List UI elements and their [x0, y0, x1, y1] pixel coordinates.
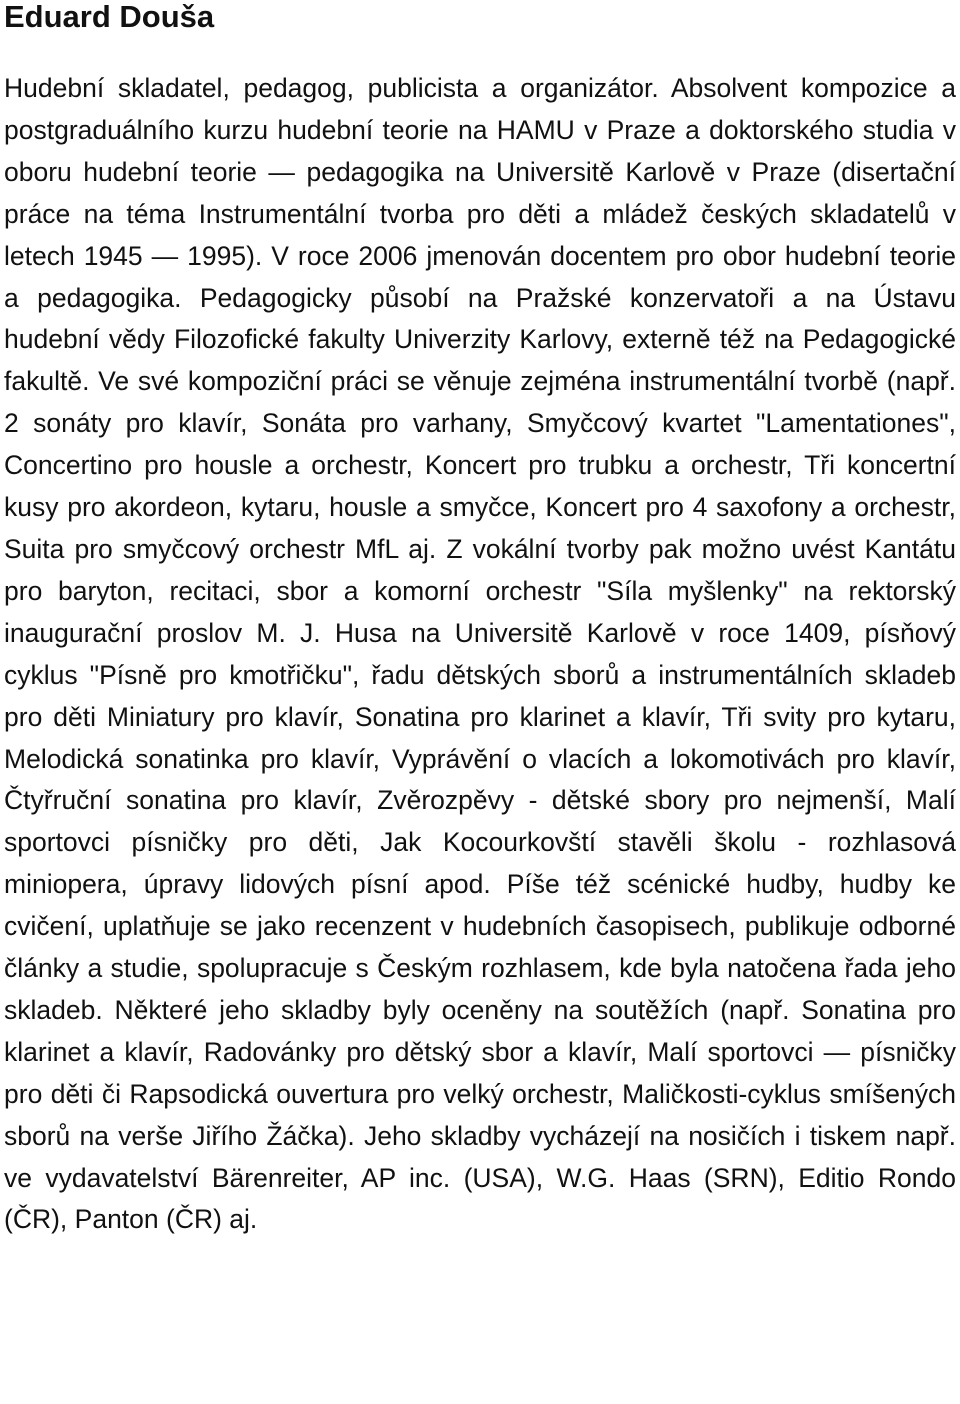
biography-paragraph: Hudební skladatel, pedagog, publicista a organizátor. Absolvent kompozice a postgraduálního kurzu hudební teorie na HAMU v Praze a doktorského studia v oboru hudební teorie — pedagogika na Universitě Karlově v Praze (disertační práce na téma Instrumentální tvorba pro děti a mládež českých skladatelů v letech 1945 — 1995). V roce 2006 jmenován docentem pro obor hudební teorie a pedagogika. Pedagogicky působí na Pražské konzervatoři a na Ústavu hudební vědy Filozofické fakulty Univerzity Karlovy, externě též na Pedagogické fakultě. Ve své kompoziční práci se věnuje zejména instrumentální tvorbě (např. 2 sonáty pro klavír, Sonáta pro varhany, Smyčcový kvartet "Lamentationes", Concertino pro housle a orchestr, Koncert pro trubku a orchestr, Tři koncertní kusy pro akordeon, kytaru, housle a smyčce, Koncert pro 4 saxofony a orchestr, Suita pro smyčcový orchestr MfL aj. Z vokální tvorby pak možno uvést Kantátu pro baryton, recitaci, sbor a komorní orchestr "Síla myšlenky" na rektorský inaugurační proslov M. J. Husa na Universitě Karlově v roce 1409, písňový cyklus "Písně pro kmotřičku", řadu dětských sborů a instrumentálních skladeb pro děti Miniatury pro klavír, Sonatina pro klarinet a klavír, Tři svity pro kytaru, Melodická sonatinka pro klavír, Vyprávění o vlacích a lokomotivách pro klavír, Čtyřruční sonatina pro klavír, Zvěrozpěvy - dětské sbory pro nejmenší, Malí sportovci písničky pro děti, Jak Kocourkovští stavěli školu - rozhlasová miniopera, úpravy lidových písní apod. Píše též scénické hudby, hudby ke cvičení, uplatňuje se jako recenzent v hudebních časopisech, publikuje odborné články a studie, spolupracuje s Českým rozhlasem, kde byla natočena řada jeho skladeb. Některé jeho skladby byly oceněny na soutěžích (např. Sonatina pro klarinet a klavír, Radovánky pro dětský sbor a klavír, Malí sportovci — písničky pro děti či Rapsodická ouvertura pro velký orchestr, Maličkosti-cyklus smíšených sborů na verše Jiřího Žáčka). Jeho skladby vycházejí na nosičích i tiskem např. ve vydavatelství Bärenreiter, AP inc. (USA), W.G. Haas (SRN), Editio Rondo (ČR), Panton (ČR) aj. [4, 73, 956, 1235]
page-title: Eduard Douša [4, 0, 215, 34]
